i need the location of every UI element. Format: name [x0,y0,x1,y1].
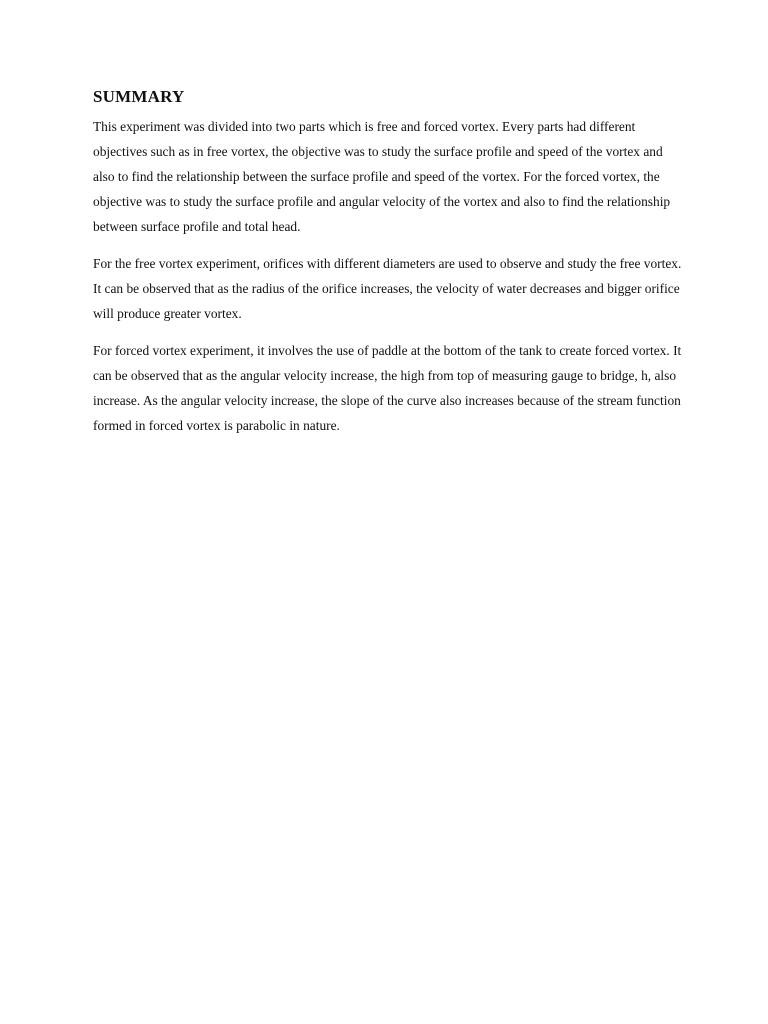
paragraph-free-vortex: For the free vortex experiment, orifices with different diameters are used to observe and study the free vortex. It can be observed that as the radius of the orifice increases, the velocity of water decreases and bigger orifice will produce greater vortex. [93,256,682,321]
document-body [93,86,685,450]
summary-heading: SUMMARY [93,87,185,106]
paragraph-forced-vortex: For forced vortex experiment, it involves the use of paddle at the bottom of the tank to create forced vortex. It can be observed that as the angular velocity increase, the high from top of measuring gauge to bridge, h, also increase. As the angular velocity increase, the slope of the curve also increases because of the stream function formed in forced vortex is parabolic in nature. [93,343,682,433]
paragraph-overview: This experiment was divided into two parts which is free and forced vortex. Every parts had different objectives such as in free vortex, the objective was to study the surface profile and speed of the vortex and also to find the relationship between the surface profile and speed of the vortex. For the forced vortex, the objective was to study the surface profile and angular velocity of the vortex and also to find the relationship between surface profile and total head. [93,119,671,234]
